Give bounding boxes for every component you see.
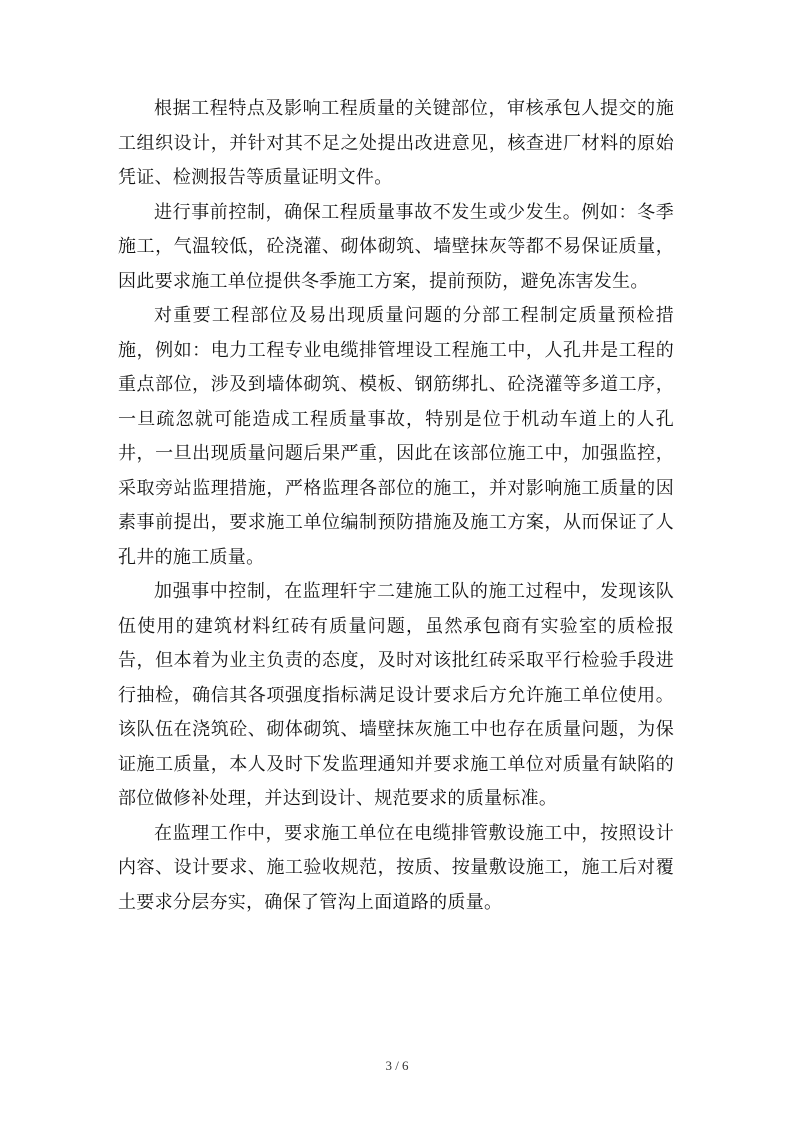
document-body	[118, 92, 674, 920]
paragraph-1: 根据工程特点及影响工程质量的关键部位，审核承包人提交的施工组织设计，并针对其不足之处提出改进意见，核查进厂材料的原始凭证、检测报告等质量证明文件。	[118, 98, 674, 188]
page-number: 3 / 6	[385, 1058, 409, 1073]
paragraph-4: 加强事中控制，在监理轩宇二建施工队的施工过程中，发现该队伍使用的建筑材料红砖有质量问题，虽然承包商有实验室的质检报告，但本着为业主负责的态度，及时对该批红砖采取平行检验手段进行抽检，确信其各项强度指标满足设计要求后方允许施工单位使用。该队伍在浇筑砼、砌体砌筑、墙壁抹灰施工中也存在质量问题，为保证施工质量，本人及时下发监理通知并要求施工单位对质量有缺陷的部位做修补处理，并达到设计、规范要求的质量标准。	[118, 581, 674, 809]
paragraph-2: 进行事前控制，确保工程质量事故不发生或少发生。例如：冬季施工，气温较低，砼浇灌、砌体砌筑、墙壁抹灰等都不易保证质量，因此要求施工单位提供冬季施工方案，提前预防，避免冻害发生。	[118, 201, 674, 292]
paragraph-5: 在监理工作中，要求施工单位在电缆排管敷设施工中，按照设计内容、设计要求、施工验收规范，按质、按量敷设施工，施工后对覆土要求分层夯实，确保了管沟上面道路的质量。	[118, 822, 674, 913]
paragraph-3: 对重要工程部位及易出现质量问题的分部工程制定质量预检措施，例如：电力工程专业电缆排管埋设工程施工中，人孔井是工程的重点部位，涉及到墙体砌筑、模板、钢筋绑扎、砼浇灌等多道工序，一旦疏忽就可能造成工程质量事故，特别是位于机动车道上的人孔井，一旦出现质量问题后果严重，因此在该部位施工中，加强监控，采取旁站监理措施，严格监理各部位的施工，并对影响施工质量的因素事前提出，要求施工单位编制预防措施及施工方案，从而保证了人孔井的施工质量。	[118, 305, 674, 568]
